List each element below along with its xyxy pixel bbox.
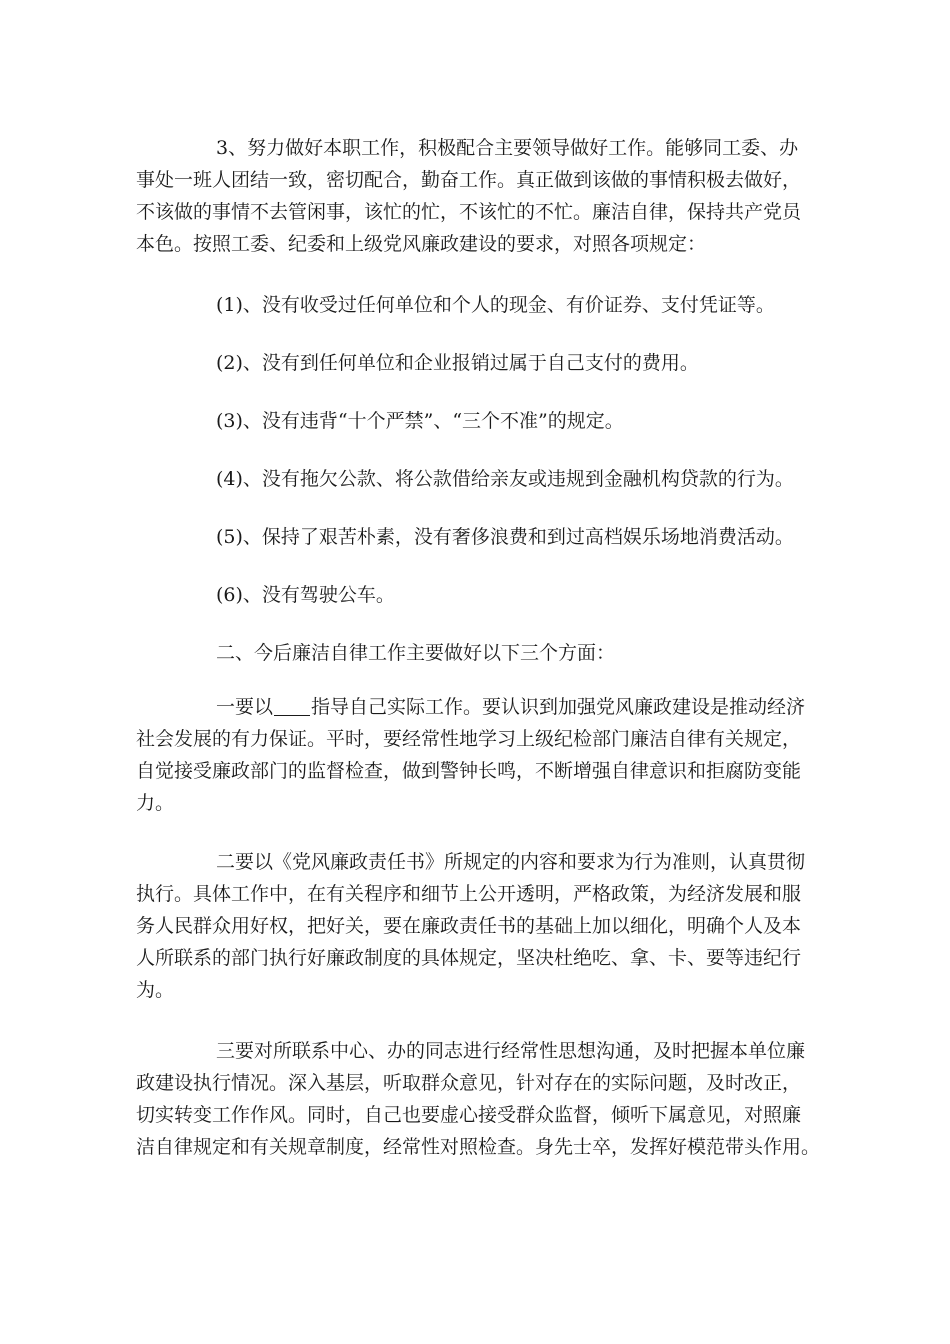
- list-item: [136, 579, 826, 611]
- list-item: [136, 405, 826, 437]
- section-heading-text: 二、今后廉洁自律工作主要做好以下三个方面：: [216, 642, 616, 664]
- paragraph-line: 不该做的事情不去管闲事，该忙的忙，不该忙的不忙。廉洁自律，保持共产党员: [136, 201, 802, 223]
- paragraph-line: 务人民群众用好权，把好关，要在廉政责任书的基础上加以细化，明确个人及本: [136, 915, 802, 937]
- paragraph-line: 力。: [136, 792, 175, 814]
- list-item-text: (4)、没有拖欠公款、将公款借给亲友或违规到金融机构贷款的行为。: [216, 468, 794, 490]
- paragraph-line: 社会发展的有力保证。平时，要经常性地学习上级纪检部门廉洁自律有关规定，: [136, 728, 802, 750]
- list-item-text: (5)、保持了艰苦朴素，没有奢侈浪费和到过高档娱乐场地消费活动。: [216, 526, 794, 548]
- paragraph-line: 二要以《党风廉政责任书》所规定的内容和要求为行为准则，认真贯彻: [216, 851, 806, 873]
- list-item: [136, 347, 826, 379]
- paragraph-line: 政建设执行情况。深入基层，听取群众意见，针对存在的实际问题，及时改正，: [136, 1072, 802, 1094]
- section-heading: [136, 637, 826, 669]
- list-item: [136, 463, 826, 495]
- paragraph-line: 本色。按照工委、纪委和上级党风廉政建设的要求，对照各项规定：: [136, 233, 707, 255]
- paragraph-line: 为。: [136, 979, 175, 1001]
- paragraph-line: 洁自律规定和有关规章制度，经常性对照检查。身先士卒，发挥好模范带头作用。: [136, 1136, 821, 1158]
- list-item: [136, 289, 826, 321]
- point-three: [136, 1035, 826, 1163]
- paragraph-line: 执行。具体工作中，在有关程序和细节上公开透明，严格政策，为经济发展和服: [136, 883, 802, 905]
- paragraph-line: 自觉接受廉政部门的监督检查，做到警钟长鸣，不断增强自律意识和拒腐防变能: [136, 760, 802, 782]
- list-item-text: (6)、没有驾驶公车。: [216, 584, 395, 606]
- point-one-rest: 指导自己实际工作。要认识到加强党风廉政建设是推动经济: [311, 696, 806, 718]
- paragraph-3: [136, 132, 826, 260]
- paragraph-line: 事处一班人团结一致，密切配合，勤奋工作。真正做到该做的事情积极去做好，: [136, 169, 802, 191]
- paragraph-line: 3、努力做好本职工作，积极配合主要领导做好工作。能够同工委、办: [216, 137, 799, 159]
- list-item-text: (1)、没有收受过任何单位和个人的现金、有价证券、支付凭证等。: [216, 294, 775, 316]
- list-item-text: (2)、没有到任何单位和企业报销过属于自己支付的费用。: [216, 352, 699, 374]
- paragraph-line: 切实转变工作作风。同时，自己也要虚心接受群众监督，倾听下属意见，对照廉: [136, 1104, 802, 1126]
- list-item-text: (3)、没有违背“十个严禁”、“三个不准”的规定。: [216, 410, 624, 432]
- list-item: [136, 521, 826, 553]
- paragraph-line: 三要对所联系中心、办的同志进行经常性思想沟通，及时把握本单位廉: [216, 1040, 806, 1062]
- point-one-lead: 一要以: [216, 696, 274, 718]
- point-one: [136, 691, 826, 819]
- paragraph-line: 人所联系的部门执行好廉政制度的具体规定，坚决杜绝吃、拿、卡、要等违纪行: [136, 947, 802, 969]
- point-two: [136, 846, 826, 1006]
- fill-in-blank: [274, 695, 310, 716]
- paragraph-line: [136, 691, 826, 723]
